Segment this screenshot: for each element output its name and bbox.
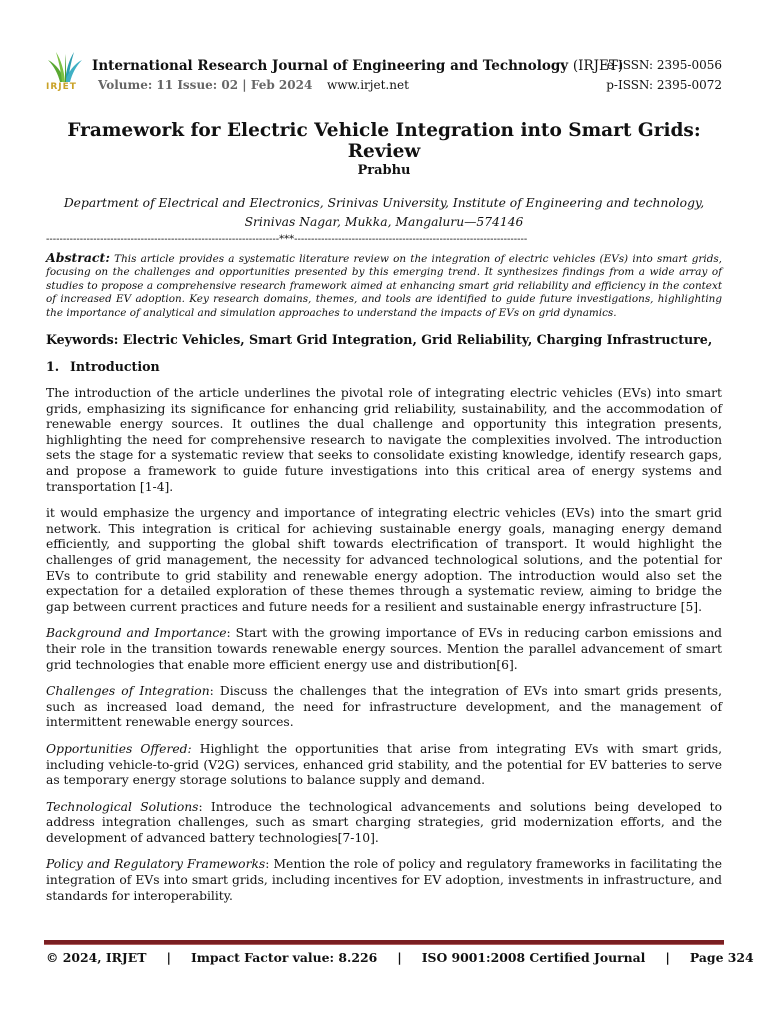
footer-iso: ISO 9001:2008 Certified Journal [421,950,646,965]
section-heading-introduction [46,359,722,374]
e-issn: e-ISSN: 2395-0056 [606,58,722,72]
logo-text: IRJET [46,82,77,92]
paper-title: Framework for Electric Vehicle Integration into Smart Grids: Review [67,120,701,162]
abstract-text: This article provides a systematic literature review on the integration of electric vehicles (EVs) into smart grids, focusing on the challenges and opportunities presented by this emerging trend. It synthesizes findings from a wide array of studies to propose a comprehensive research framework aimed at enhancing smart grid reliability and efficiency in the context of increased EV adoption. Key research domains, themes, and tools are identified to guide future investigations, highlighting the importance of analytical and simulation approaches to understand the impacts of EVs on grid dynamics. [46,253,722,319]
section-number: 1. [46,359,60,375]
footer-separator: | [166,950,171,965]
section-divider: ---------------------------------------------------------------------***--------------------------------------------------------------------- [46,234,528,245]
paragraph-text: : Discuss the challenges that the integration of EVs into smart grids presents, such as increased load demand, the need for infrastructure development, and the management of intermittent renewable energy sources. [46,684,722,730]
footer-separator: | [665,950,670,965]
footer-copyright: © 2024, IRJET [46,950,147,965]
keywords: Keywords: Electric Vehicles, Smart Grid Integration, Grid Reliability, Charging Infrastructure, [46,332,713,348]
challenges-paragraph [46,684,722,731]
paragraph-text: : Mention the role of policy and regulatory frameworks in facilitating the integration of EVs into smart grids, including incentives for EV adoption, investments in infrastructure, and standards for interoperability. [46,857,722,903]
intro-paragraph-1: The introduction of the article underlines the pivotal role of integrating electric vehicles (EVs) into smart grids, emphasizing its significance for enhancing grid reliability, sustainability, and the accommodation of renewable energy sources. It outlines the dual challenge and opportunity this integration presents, highlighting the need for comprehensive research to navigate the complexities involved. The introduction sets the stage for a systematic review that seeks to consolidate existing knowledge, identify research gaps, and propose a framework to guide future investigations into this critical area of energy systems and transportation [1-4]. [46,386,722,494]
paragraph-text: : Introduce the technological advancements and solutions being developed to address integration challenges, such as smart charging strategies, grid modernization efforts, and the development of advanced battery technologies[7-10]. [46,799,722,845]
page-footer [46,950,754,965]
paragraph-lead: Technological Solutions [46,799,199,814]
author-name: Prabhu [357,163,411,178]
opportunities-paragraph [46,742,722,789]
journal-website-link[interactable]: www.irjet.net [327,78,409,92]
paragraph-lead: Opportunities Offered: [46,741,192,756]
footer-page-number: Page 324 [689,950,754,965]
paragraph-lead: Challenges of Integration [46,684,210,699]
page-header [44,48,724,98]
abstract [46,251,722,320]
paragraph-lead: Background and Importance [46,626,227,641]
paragraph-lead: Policy and Regulatory Frameworks [46,857,266,872]
journal-title [92,58,623,74]
section-title: Introduction [70,359,160,375]
paper-body [46,251,722,915]
paragraph-text: Highlight the opportunities that arise from integrating EVs with smart grids, including vehicle-to-grid (V2G) services, enhanced grid stability, and the potential for EV batteries to serve as temporary energy storage solutions to balance supply and demand. [46,741,722,788]
volume-info: Volume: 11 Issue: 02 | Feb 2024 [98,78,313,92]
p-issn: p-ISSN: 2395-0072 [606,78,722,92]
background-paragraph [46,626,722,673]
intro-paragraph-2: it would emphasize the urgency and importance of integrating electric vehicles (EVs) into the smart grid network. This integration is critical for achieving sustainable energy goals, managing energy demand efficiently, and supporting the global shift towards electrification of transport. It would highlight the challenges of grid management, the necessity for advanced technological solutions, and the potential for EVs to contribute to grid stability and renewable energy adoption. The introduction would also set the expectation for a detailed exploration of these themes through a systematic review, aiming to bridge the gap between current practices and future needs for a resilient and sustainable energy infrastructure [5]. [46,506,722,614]
journal-name: International Research Journal of Engineering and Technology [92,58,569,74]
paragraph-text: : Start with the growing importance of EVs in reducing carbon emissions and their role in the transition towards renewable energy sources. Mention the parallel advancement of smart grid technologies that enable more efficient energy use and distribution[6]. [46,626,722,672]
leaf-icon [44,50,86,84]
journal-abbr: (IRJET) [572,58,624,74]
technology-paragraph [46,800,722,847]
policy-paragraph [46,857,722,904]
footer-rule [44,940,724,945]
footer-separator: | [397,950,402,965]
author-affiliation: Department of Electrical and Electronics, Srinivas University, Institute of Engineering and technology, Srinivas Nagar, Mukka, Mangaluru—574146 [63,196,705,229]
abstract-label: Abstract: [46,250,110,265]
footer-impact-factor: Impact Factor value: 8.226 [190,950,378,965]
irjet-logo [44,50,86,96]
